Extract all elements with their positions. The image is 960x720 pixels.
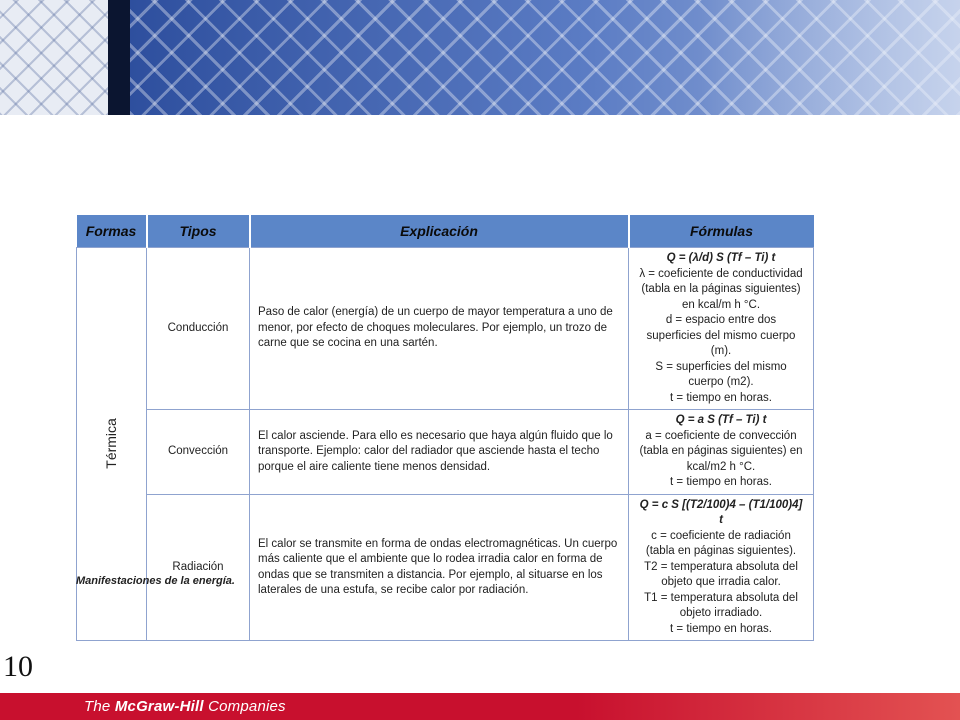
header-banner <box>0 0 960 115</box>
formulas-conduccion <box>629 248 814 410</box>
def-s: S = superficies del mismo cuerpo (m2). <box>655 360 787 389</box>
def-t1: T1 = temperatura absoluta del objeto irradiado. <box>644 591 798 620</box>
formula-conduccion: Q = (λ/d) S (Tf – Ti) t <box>666 252 776 264</box>
tipo-radiacion: Radiación <box>147 494 250 641</box>
footer-bar <box>0 693 960 720</box>
def-t: t = tiempo en horas. <box>670 476 772 489</box>
def-c: c = coeficiente de radiación (tabla en páginas siguientes). <box>645 529 797 558</box>
tipo-conveccion: Convección <box>147 410 250 495</box>
explicacion-conduccion: Paso de calor (energía) de un cuerpo de mayor temperatura a uno de menor, por efecto de choques moleculares. Por ejemplo, un trozo de carne que se cocina en una sartén. <box>250 248 629 410</box>
publisher-logo <box>84 698 286 715</box>
logo-the: The <box>84 698 115 715</box>
formula-radiacion: Q = c S [(T2/100)4 – (T1/100)4] t <box>639 498 803 527</box>
forma-label: Térmica <box>103 418 120 470</box>
table-row <box>77 494 814 641</box>
def-a: a = coeficiente de convección (tabla en páginas siguientes) en kcal/m2 h °C. <box>639 429 803 473</box>
def-t: t = tiempo en horas. <box>670 391 772 404</box>
banner-fade <box>700 0 960 115</box>
formulas-radiacion <box>629 494 814 641</box>
table-row <box>77 410 814 495</box>
table-row <box>77 248 814 410</box>
banner-light-pattern <box>0 0 108 115</box>
header-formas: Formas <box>77 215 147 248</box>
tipo-conduccion: Conducción <box>147 248 250 410</box>
logo-companies: Companies <box>203 698 286 715</box>
def-lambda: λ = coeficiente de conductividad (tabla en la páginas siguientes) en kcal/m h °C. <box>639 267 803 311</box>
explicacion-radiacion: El calor se transmite en forma de ondas electromagnéticas. Un cuerpo más caliente que el ambiente que lo rodea irradia calor en forma de ondas que se transmiten a distancia. Por ejemplo, al situarse en los laterales de una estufa, se recibe calor por radiación. <box>250 494 629 641</box>
formulas-conveccion <box>629 410 814 495</box>
def-d: d = espacio entre dos superficies del mismo cuerpo (m). <box>646 314 796 358</box>
logo-brand: McGraw-Hill <box>114 698 204 715</box>
header-tipos: Tipos <box>147 215 250 248</box>
table-header-row <box>77 215 814 248</box>
explicacion-conveccion: El calor asciende. Para ello es necesario que haya algún fluido que lo transporte. Ejemplo: calor del radiador que asciende hasta el techo porque el aire caliente tiene menos densidad. <box>250 410 629 495</box>
slide-number: 10 <box>3 650 33 683</box>
table-caption: Manifestaciones de la energía. <box>76 575 235 587</box>
header-formulas: Fórmulas <box>629 215 814 248</box>
banner-dark-bar <box>108 0 130 115</box>
def-t2: T2 = temperatura absoluta del objeto que irradia calor. <box>644 560 798 589</box>
header-explicacion: Explicación <box>250 215 629 248</box>
formula-conveccion: Q = a S (Tf – Ti) t <box>675 414 767 427</box>
def-t: t = tiempo en horas. <box>670 622 772 635</box>
